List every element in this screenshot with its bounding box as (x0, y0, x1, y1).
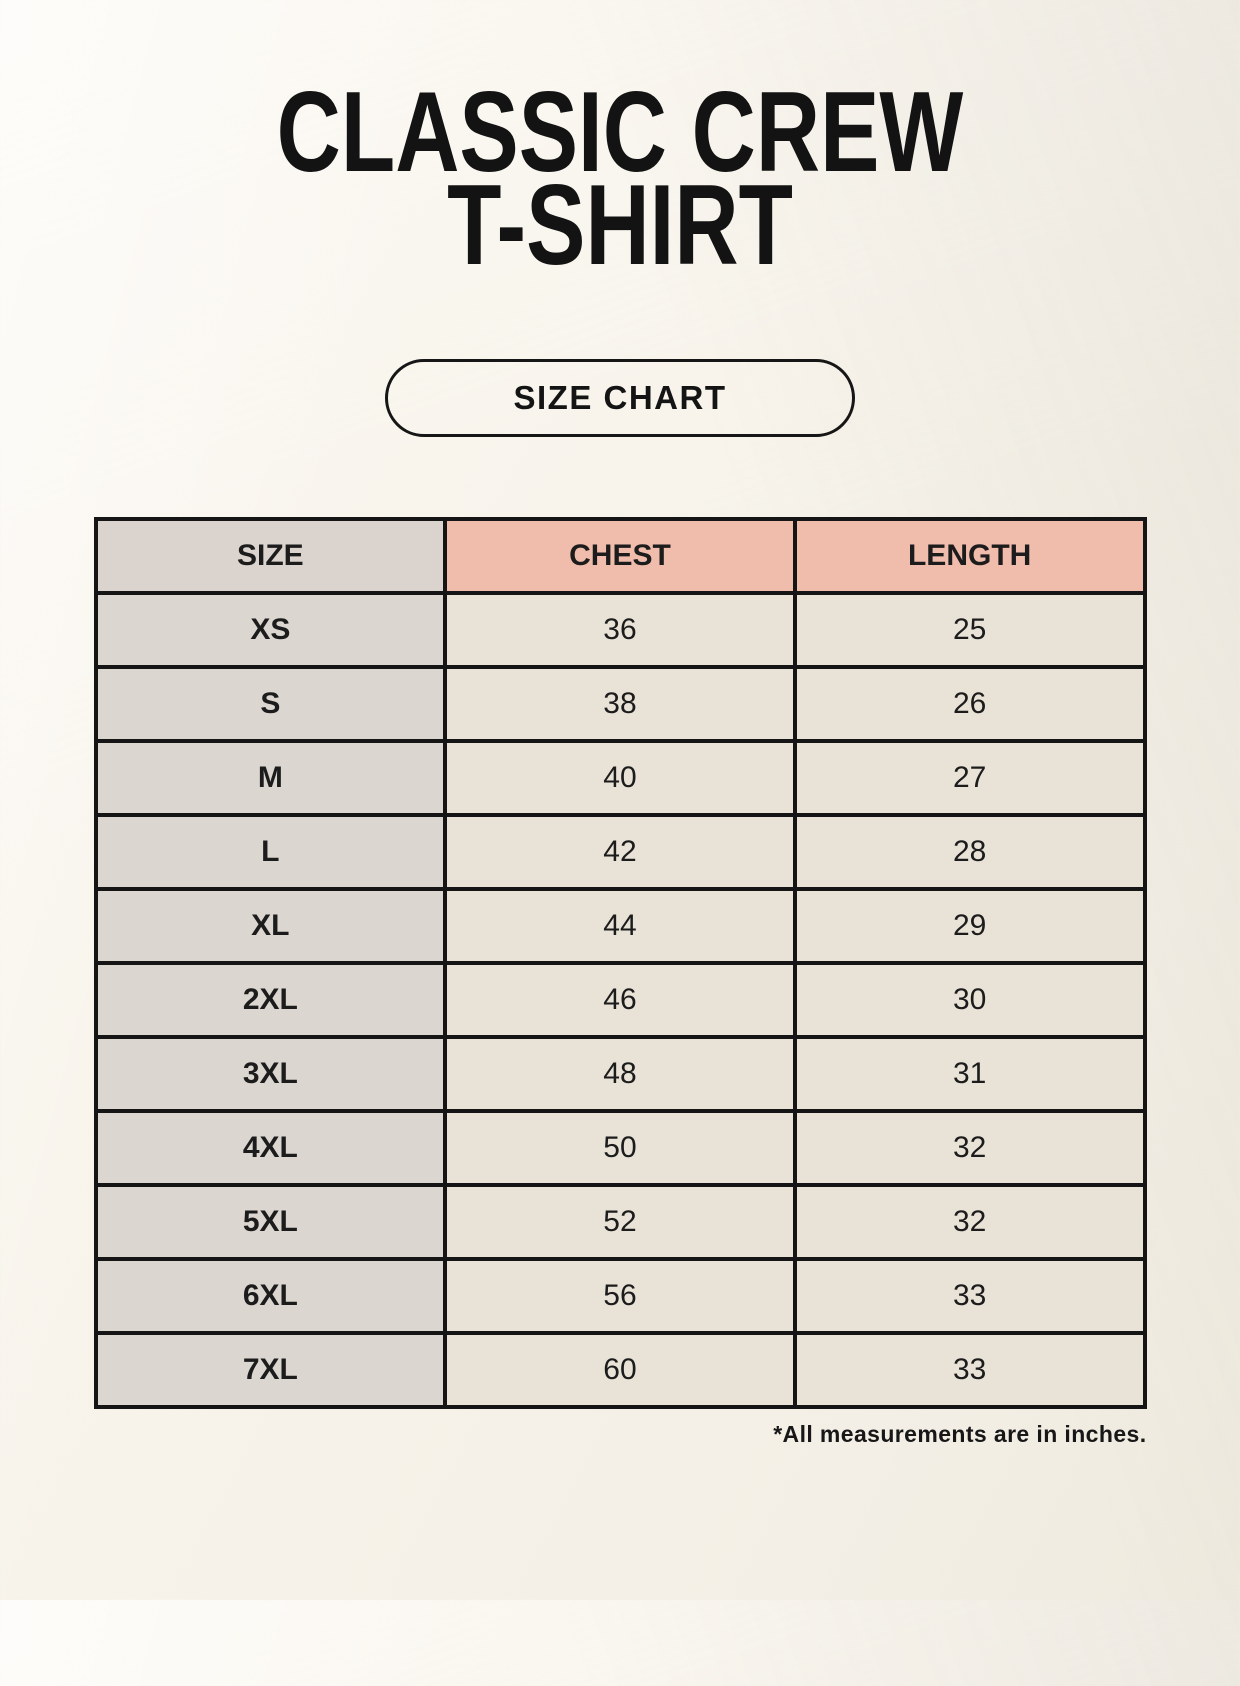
length-cell: 27 (795, 741, 1145, 815)
chest-cell: 60 (445, 1333, 795, 1407)
column-header-length: LENGTH (795, 519, 1145, 593)
measurements-footnote: *All measurements are in inches. (773, 1420, 1147, 1447)
chest-cell: 52 (445, 1185, 795, 1259)
page-title (136, 69, 1103, 290)
table-row (96, 593, 1145, 667)
size-cell: 6XL (96, 1259, 446, 1333)
size-cell: S (96, 667, 446, 741)
length-cell: 33 (795, 1333, 1145, 1407)
table-row (96, 1333, 1145, 1407)
size-cell: 2XL (96, 963, 446, 1037)
length-cell: 29 (795, 889, 1145, 963)
page-title-line-1: CLASSIC CREW (276, 69, 964, 196)
size-cell: 7XL (96, 1333, 446, 1407)
size-cell: L (96, 815, 446, 889)
table-row (96, 741, 1145, 815)
length-cell: 32 (795, 1111, 1145, 1185)
table-row (96, 1037, 1145, 1111)
table-row (96, 963, 1145, 1037)
chest-cell: 38 (445, 667, 795, 741)
chest-cell: 44 (445, 889, 795, 963)
length-cell: 33 (795, 1259, 1145, 1333)
table-row (96, 1259, 1145, 1333)
size-cell: XS (96, 593, 446, 667)
table-row (96, 1111, 1145, 1185)
table-row (96, 1185, 1145, 1259)
length-cell: 32 (795, 1185, 1145, 1259)
size-chart-badge-label: SIZE CHART (513, 378, 727, 416)
size-table (94, 517, 1147, 1409)
length-cell: 25 (795, 593, 1145, 667)
page-title-line-2: T-SHIRT (447, 162, 793, 290)
table-row (96, 667, 1145, 741)
table-row (96, 815, 1145, 889)
chest-cell: 48 (445, 1037, 795, 1111)
chest-cell: 50 (445, 1111, 795, 1185)
chest-cell: 40 (445, 741, 795, 815)
size-cell: XL (96, 889, 446, 963)
size-cell: 4XL (96, 1111, 446, 1185)
length-cell: 28 (795, 815, 1145, 889)
length-cell: 30 (795, 963, 1145, 1037)
column-header-chest: CHEST (445, 519, 795, 593)
size-table-body (96, 593, 1145, 1407)
size-cell: M (96, 741, 446, 815)
size-chart-page (0, 69, 1240, 1686)
column-header-size: SIZE (96, 519, 446, 593)
size-chart-badge (385, 359, 855, 437)
table-row (96, 889, 1145, 963)
length-cell: 26 (795, 667, 1145, 741)
chest-cell: 46 (445, 963, 795, 1037)
length-cell: 31 (795, 1037, 1145, 1111)
size-cell: 5XL (96, 1185, 446, 1259)
size-table-header-row (96, 519, 1145, 593)
chest-cell: 56 (445, 1259, 795, 1333)
chest-cell: 42 (445, 815, 795, 889)
size-cell: 3XL (96, 1037, 446, 1111)
chest-cell: 36 (445, 593, 795, 667)
